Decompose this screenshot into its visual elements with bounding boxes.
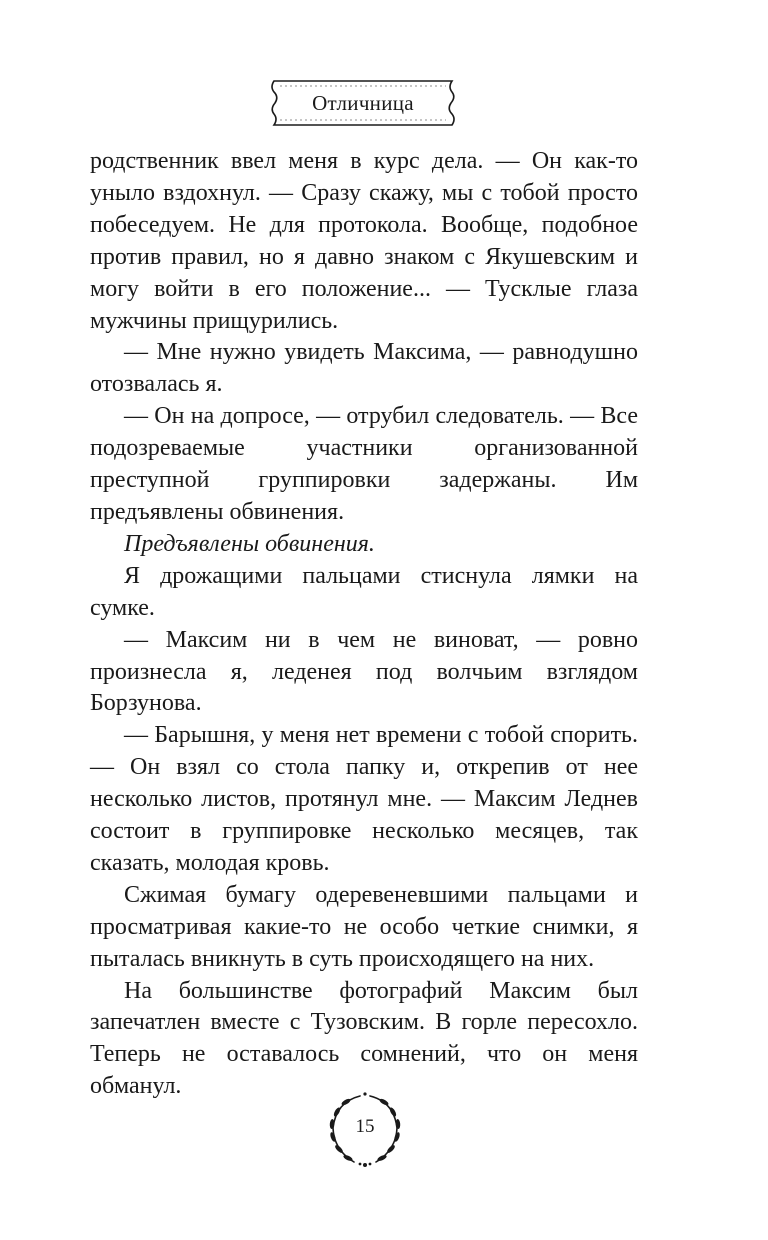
- paragraph: — Он на допросе, — отрубил следователь. — Все подозреваемые участники организованной преступной группировки задержаны. Им предъявлены обвинения.: [90, 403, 638, 525]
- header-title: Отличница: [312, 91, 414, 115]
- paragraph: — Мне нужно увидеть Максима, — равнодушно отозвалась я.: [90, 339, 638, 398]
- body-text: [90, 146, 638, 1103]
- paragraph: Сжимая бумагу одеревеневшими пальцами и просматривая какие-то не особо четкие снимки, я пыталась вникнуть в суть происходящего на них.: [90, 881, 638, 972]
- italic-paragraph: Предъявлены обвинения.: [124, 530, 375, 557]
- page-number-badge: [324, 1088, 406, 1170]
- paragraph: — Максим ни в чем не виноват, — ровно произнесла я, леденея под волчьим взглядом Борзунова.: [90, 626, 638, 717]
- running-header: [268, 78, 458, 128]
- paragraph: родственник ввел меня в курс дела. — Он как-то уныло вздохнул. — Сразу скажу, мы с тобой просто побеседуем. Не для протокола. Вообще, подобное против правил, но я давно знаком с Якушевским и могу войти в его положение... — Тусклые глаза мужчины прищурились.: [90, 148, 638, 334]
- page-number: 15: [355, 1116, 375, 1137]
- paragraph: Я дрожащими пальцами стиснула лямки на сумке.: [90, 562, 638, 621]
- paragraph: На большинстве фотографий Максим был запечатлен вместе с Тузовским. В горле пересохло. Теперь не оставалось сомнений, что он меня обманул.: [90, 977, 638, 1100]
- paragraph: — Барышня, у меня нет времени с тобой спорить. — Он взял со стола папку и, открепив от нее несколько листов, протянул мне. — Максим Леднев состоит в группировке несколько месяцев, так сказать, молодая кровь.: [90, 722, 638, 876]
